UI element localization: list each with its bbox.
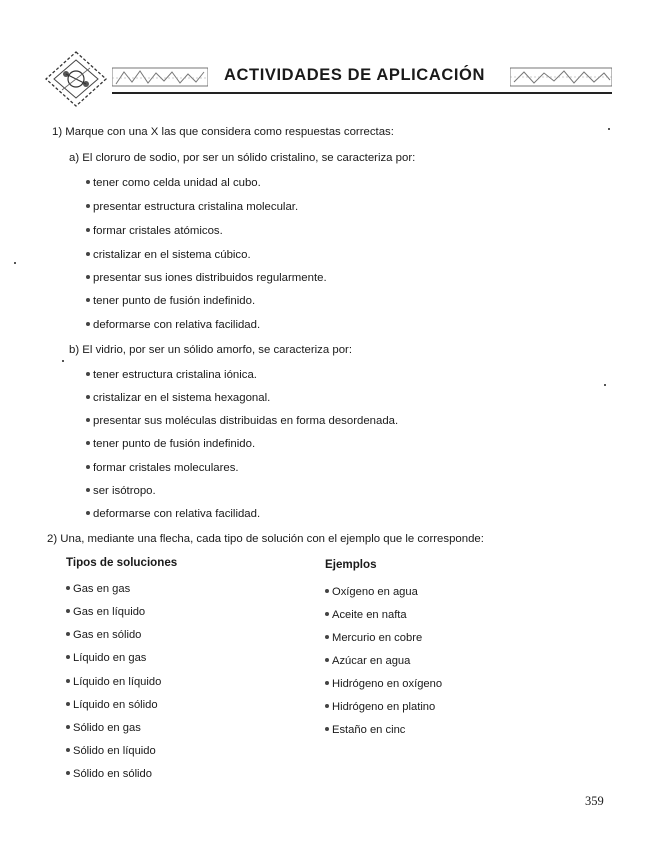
list-item: cristalizar en el sistema cúbico. xyxy=(86,248,251,262)
example-item: Aceite en nafta xyxy=(325,608,407,622)
bullet-icon xyxy=(325,727,329,731)
scan-speck xyxy=(604,384,606,386)
solution-type-item: Sólido en sólido xyxy=(66,767,152,781)
scan-speck xyxy=(62,360,64,362)
bullet-icon xyxy=(325,589,329,593)
bullet-icon xyxy=(86,418,90,422)
solution-type-item: Líquido en gas xyxy=(66,651,146,665)
bullet-icon xyxy=(86,322,90,326)
solution-type-item: Sólido en líquido xyxy=(66,744,156,758)
decorative-banner-right xyxy=(510,66,612,88)
list-item: ser isótropo. xyxy=(86,484,156,498)
bullet-icon xyxy=(86,252,90,256)
bullet-icon xyxy=(86,298,90,302)
bullet-icon xyxy=(66,586,70,590)
bullet-icon xyxy=(86,204,90,208)
example-item: Oxígeno en agua xyxy=(325,585,418,599)
list-item: formar cristales atómicos. xyxy=(86,224,223,238)
bullet-icon xyxy=(325,681,329,685)
bullet-icon xyxy=(66,655,70,659)
example-item: Mercurio en cobre xyxy=(325,631,422,645)
bullet-icon xyxy=(325,658,329,662)
bullet-icon xyxy=(66,702,70,706)
example-item: Hidrógeno en platino xyxy=(325,700,435,714)
solution-type-item: Líquido en sólido xyxy=(66,698,158,712)
bullet-icon xyxy=(86,228,90,232)
section-header xyxy=(44,50,612,110)
list-item: formar cristales moleculares. xyxy=(86,461,239,475)
bullet-icon xyxy=(86,275,90,279)
question-1b-text: b) El vidrio, por ser un sólido amorfo, se caracteriza por: xyxy=(69,344,352,356)
list-item: cristalizar en el sistema hexagonal. xyxy=(86,391,270,405)
example-item: Hidrógeno en oxígeno xyxy=(325,677,442,691)
solution-type-item: Gas en líquido xyxy=(66,605,145,619)
example-item: Estaño en cinc xyxy=(325,723,405,737)
bullet-icon xyxy=(86,395,90,399)
list-item: deformarse con relativa facilidad. xyxy=(86,507,260,521)
bullet-icon xyxy=(86,372,90,376)
list-item: tener como celda unidad al cubo. xyxy=(86,176,261,190)
list-item: presentar estructura cristalina molecular. xyxy=(86,200,298,214)
bullet-icon xyxy=(66,679,70,683)
list-item: tener punto de fusión indefinido. xyxy=(86,294,255,308)
question-1-text: 1) Marque con una X las que considera como respuestas correctas: xyxy=(52,126,394,138)
bullet-icon xyxy=(86,511,90,515)
bullet-icon xyxy=(325,612,329,616)
bullet-icon xyxy=(66,748,70,752)
bullet-icon xyxy=(66,609,70,613)
solution-type-item: Gas en sólido xyxy=(66,628,141,642)
question-2-text: 2) Una, mediante una flecha, cada tipo de solución con el ejemplo que le corresponde: xyxy=(47,533,484,545)
diamond-molecule-icon xyxy=(44,50,108,108)
question-1a-text: a) El cloruro de sodio, por ser un sólido cristalino, se caracteriza por: xyxy=(69,152,416,164)
example-item: Azúcar en agua xyxy=(325,654,410,668)
bullet-icon xyxy=(325,635,329,639)
scan-speck xyxy=(608,128,610,130)
solution-type-item: Gas en gas xyxy=(66,582,130,596)
bullet-icon xyxy=(66,632,70,636)
list-item: presentar sus iones distribuidos regularmente. xyxy=(86,271,327,285)
bullet-icon xyxy=(86,180,90,184)
solution-type-item: Líquido en líquido xyxy=(66,675,161,689)
decorative-banner-left xyxy=(112,66,208,88)
list-item: tener estructura cristalina iónica. xyxy=(86,368,257,382)
list-item: deformarse con relativa facilidad. xyxy=(86,318,260,332)
solution-type-item: Sólido en gas xyxy=(66,721,141,735)
scan-speck xyxy=(14,262,16,264)
examples-column-header: Ejemplos xyxy=(325,558,377,571)
bullet-icon xyxy=(86,488,90,492)
list-item: tener punto de fusión indefinido. xyxy=(86,437,255,451)
bullet-icon xyxy=(86,465,90,469)
list-item: presentar sus moléculas distribuidas en forma desordenada. xyxy=(86,414,398,428)
bullet-icon xyxy=(66,771,70,775)
section-title: ACTIVIDADES DE APLICACIÓN xyxy=(224,66,485,84)
page-number: 359 xyxy=(585,794,604,808)
header-rule xyxy=(112,92,612,94)
bullet-icon xyxy=(66,725,70,729)
bullet-icon xyxy=(86,441,90,445)
types-column-header: Tipos de soluciones xyxy=(66,556,178,569)
bullet-icon xyxy=(325,704,329,708)
